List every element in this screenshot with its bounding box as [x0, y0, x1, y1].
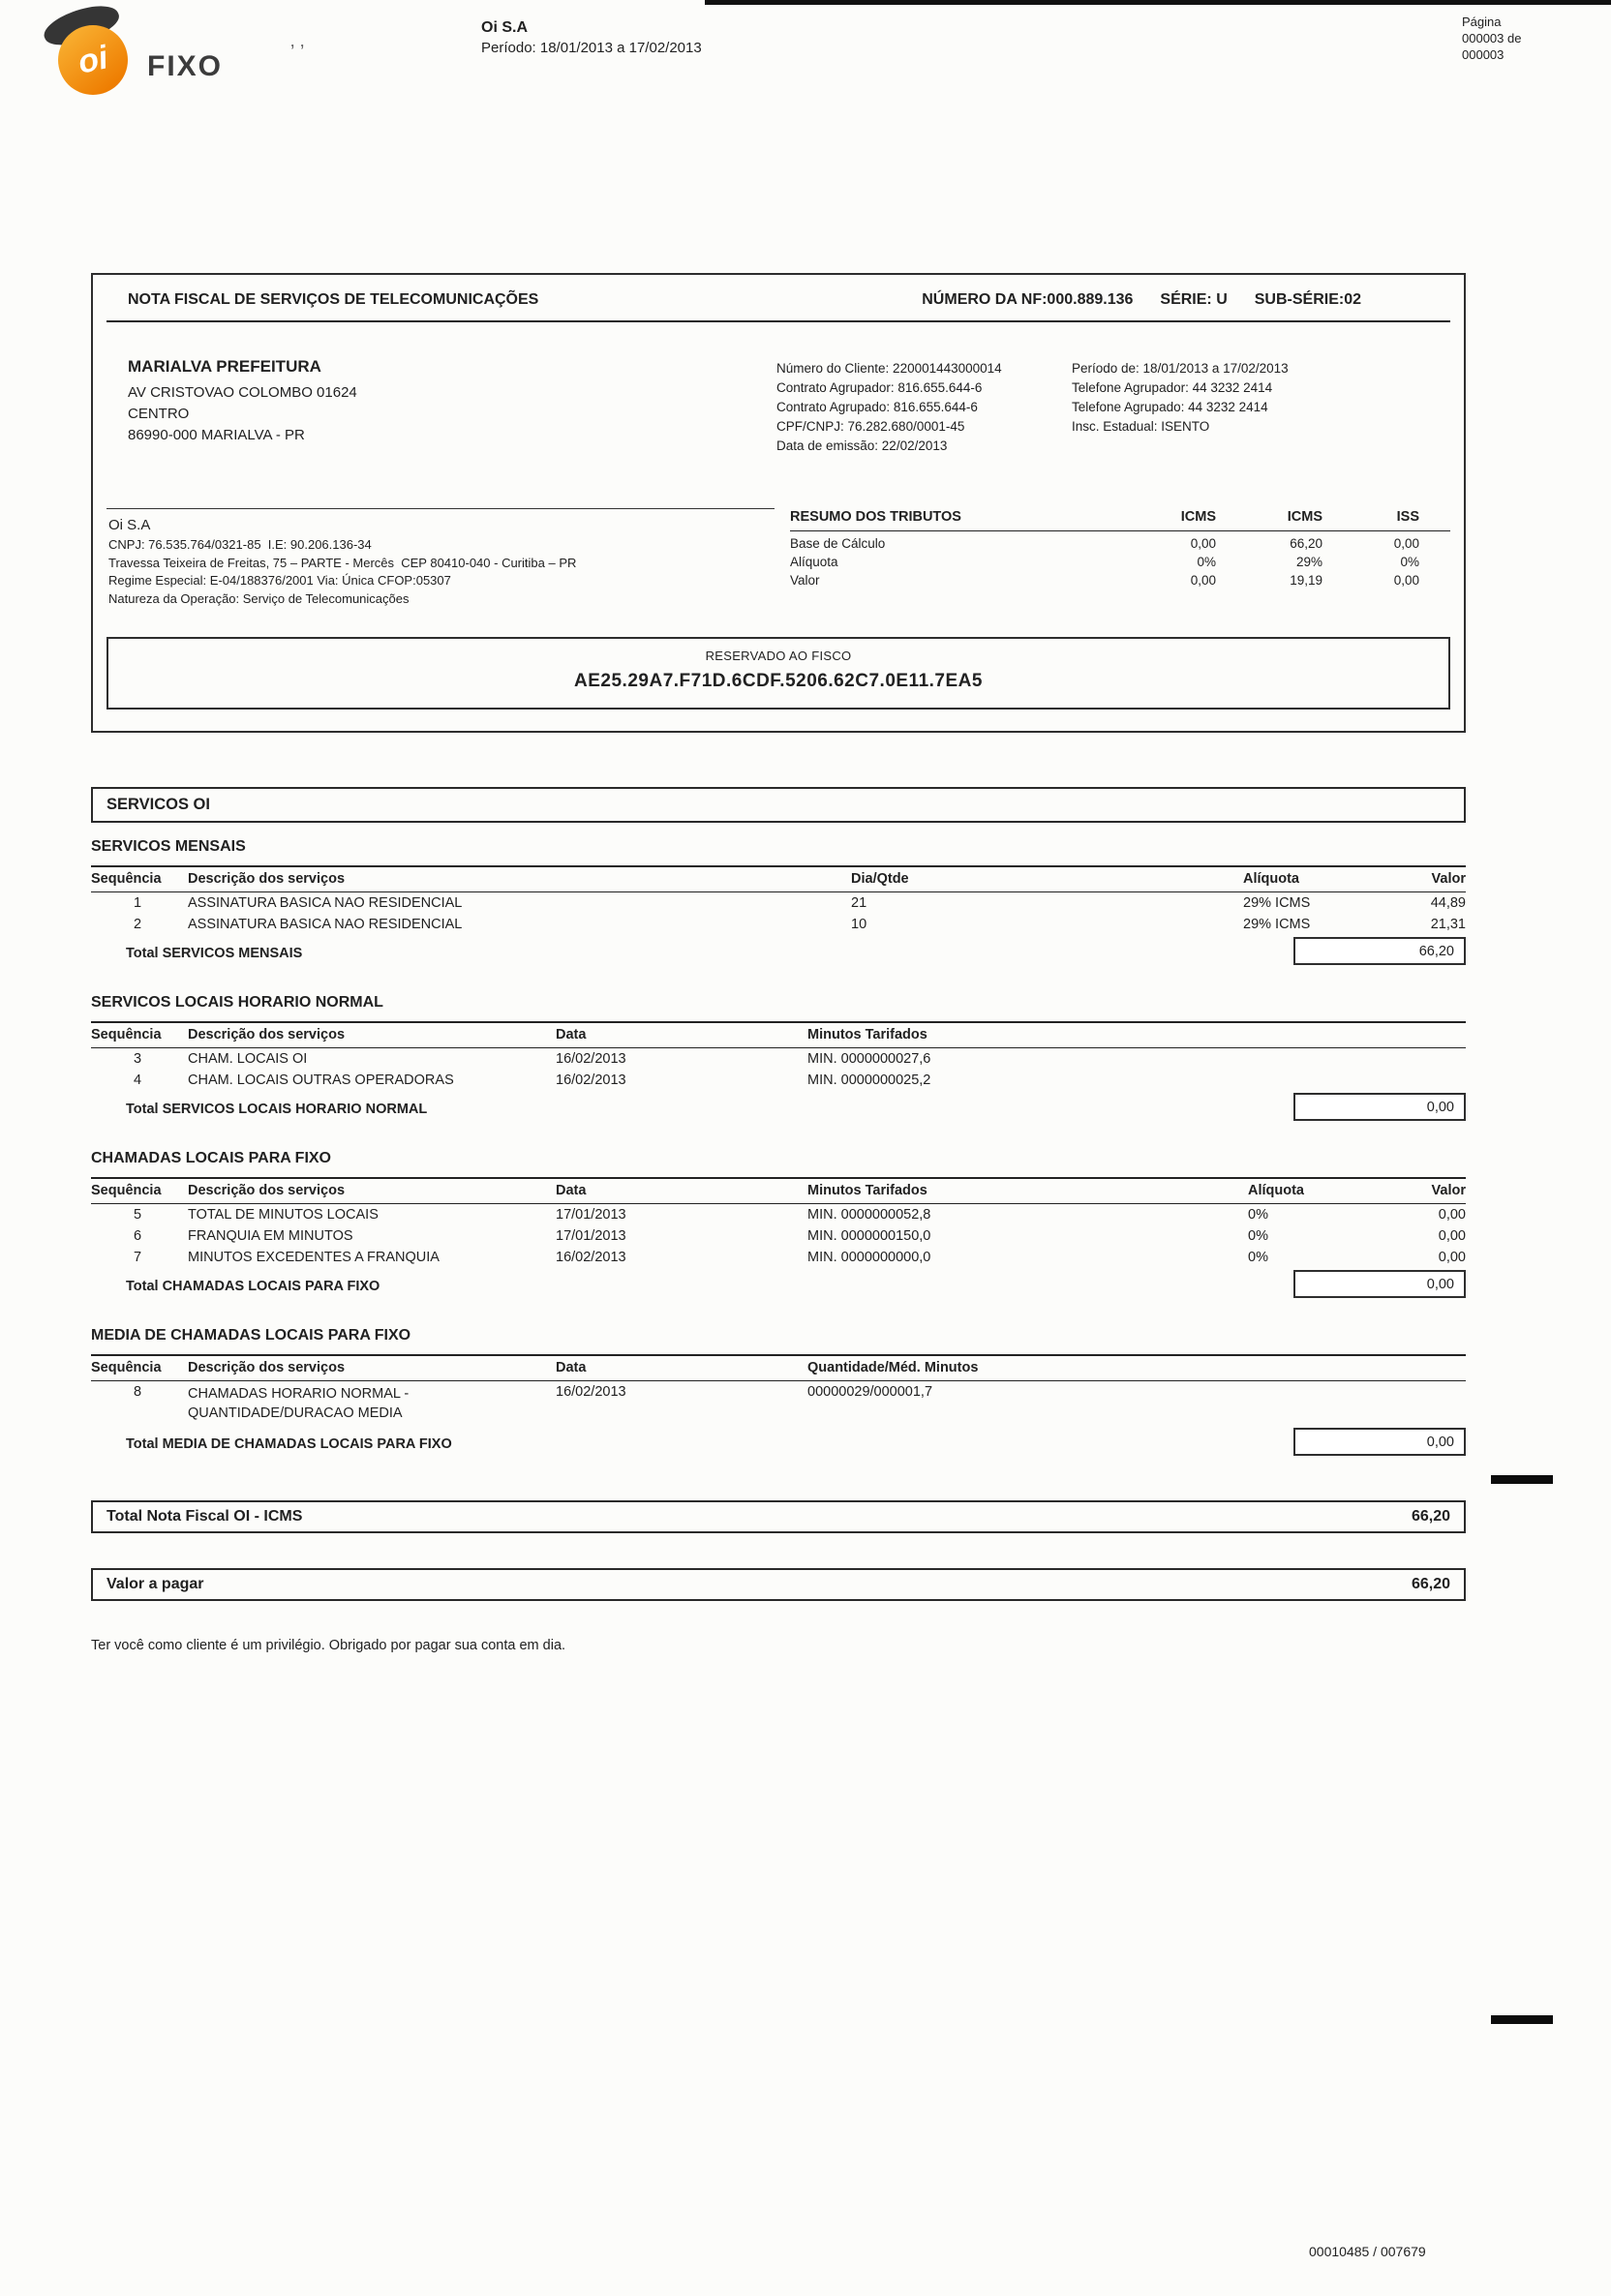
col-aliquota: Alíquota [1243, 871, 1299, 887]
tributos-value: 66,20 [1290, 536, 1322, 551]
issuer-line: CNPJ: 76.535.764/0321-85 I.E: 90.206.136-34 [108, 537, 372, 552]
oi-logo [46, 14, 337, 106]
cell-seq: 6 [134, 1228, 142, 1244]
cell-valor: 0,00 [1438, 1250, 1466, 1265]
tributos-value: 0% [1197, 555, 1216, 569]
section-total-value: 66,20 [1293, 937, 1466, 965]
valor-a-pagar-label: Valor a pagar [106, 1576, 204, 1592]
col-valor: Valor [1431, 871, 1466, 887]
cell-minutos: MIN. 0000000000,0 [807, 1250, 931, 1265]
customer-address-line: AV CRISTOVAO COLOMBO 01624 [128, 384, 357, 401]
section-total [91, 937, 1466, 965]
cell-minutos: MIN. 0000000025,2 [807, 1072, 931, 1088]
cell-desc: CHAM. LOCAIS OI [188, 1051, 308, 1067]
scan-artifact-dash [1491, 1475, 1553, 1484]
tributos-title: RESUMO DOS TRIBUTOS [790, 509, 961, 525]
cell-aliquota: 0% [1248, 1228, 1268, 1244]
cell-seq: 7 [134, 1250, 142, 1265]
cell-quantidade: 00000029/000001,7 [807, 1384, 933, 1400]
tributos-table [790, 508, 1450, 608]
cell-minutos: MIN. 0000000027,6 [807, 1051, 931, 1067]
cell-seq: 8 [134, 1384, 142, 1400]
tributos-value: 0,00 [1393, 573, 1419, 588]
table-row [91, 1225, 1466, 1247]
section-total [91, 1428, 1466, 1456]
detail-line: Data de emissão: 22/02/2013 [776, 438, 948, 453]
issuer-name: Oi S.A [108, 517, 151, 533]
col-descricao: Descrição dos serviços [188, 1183, 346, 1198]
col-data: Data [556, 1360, 587, 1375]
section-total-value: 0,00 [1293, 1428, 1466, 1456]
cell-desc [188, 1384, 556, 1423]
nf-number: NÚMERO DA NF:000.889.136 [922, 291, 1134, 308]
col-sequencia: Sequência [91, 1183, 162, 1198]
document-control-number: 00010485 / 007679 [1309, 2244, 1426, 2259]
nf-serie: SÉRIE: U [1160, 291, 1228, 308]
section-title: SERVICOS LOCAIS HORARIO NORMAL [91, 994, 383, 1011]
tributos-value: 29% [1295, 555, 1322, 569]
issuer-line: Travessa Teixeira de Freitas, 75 – PARTE - Mercês CEP 80410-040 - Curitiba – PR [108, 555, 577, 570]
nf-subserie: SUB-SÉRIE:02 [1254, 291, 1361, 308]
invoice-body [91, 273, 1466, 1668]
cell-desc: TOTAL DE MINUTOS LOCAIS [188, 1207, 379, 1223]
cell-seq: 4 [134, 1072, 142, 1088]
servicos-oi-banner [91, 787, 1466, 823]
nota-fiscal-title: NOTA FISCAL DE SERVIÇOS DE TELECOMUNICAÇÕES [128, 291, 539, 308]
col-minutos: Minutos Tarifados [807, 1183, 927, 1198]
tributos-value: 0,00 [1190, 573, 1216, 588]
table-row [91, 1048, 1466, 1070]
cell-valor: 0,00 [1438, 1207, 1466, 1223]
table-header [91, 865, 1466, 892]
cell-desc: ASSINATURA BASICA NAO RESIDENCIAL [188, 917, 463, 932]
client-details-col1 [776, 359, 1072, 456]
section-total [91, 1093, 1466, 1121]
billing-period: Período: 18/01/2013 a 17/02/2013 [481, 40, 702, 56]
cell-seq: 2 [134, 917, 142, 932]
issuer-block [106, 508, 775, 608]
detail-line: CPF/CNPJ: 76.282.680/0001-45 [776, 419, 965, 434]
cell-qtde: 10 [851, 917, 867, 932]
tributos-row [790, 571, 1450, 589]
customer-address-line: 86990-000 MARIALVA - PR [128, 427, 305, 443]
table-row [91, 892, 1466, 914]
section-servicos-mensais [91, 838, 1466, 965]
detail-line: Telefone Agrupado: 44 3232 2414 [1072, 400, 1268, 414]
fisco-code: AE25.29A7.F71D.6CDF.5206.62C7.0E11.7EA5 [574, 671, 983, 691]
nota-fiscal-header [93, 275, 1464, 320]
tributos-col: ISS [1396, 509, 1419, 525]
tributos-row-label: Alíquota [790, 555, 838, 569]
servicos-oi-title: SERVICOS OI [106, 796, 210, 813]
oi-logo-text: oi [75, 38, 111, 81]
table-header [91, 1021, 1466, 1048]
col-descricao: Descrição dos serviços [188, 1360, 346, 1375]
col-aliquota: Alíquota [1248, 1183, 1304, 1198]
detail-line: Contrato Agrupador: 816.655.644-6 [776, 380, 983, 395]
page-total: 000003 [1462, 47, 1505, 62]
detail-line: Período de: 18/01/2013 a 17/02/2013 [1072, 361, 1289, 376]
cell-data: 17/01/2013 [556, 1228, 626, 1244]
detail-line: Insc. Estadual: ISENTO [1072, 419, 1210, 434]
valor-a-pagar-value: 66,20 [1411, 1576, 1450, 1592]
cell-minutos: MIN. 0000000150,0 [807, 1228, 931, 1244]
section-total-value: 0,00 [1293, 1093, 1466, 1121]
tributos-value: 0,00 [1190, 536, 1216, 551]
col-minutos: Minutos Tarifados [807, 1027, 927, 1042]
customer-address-line: CENTRO [128, 406, 190, 422]
section-total-value: 0,00 [1293, 1270, 1466, 1298]
document-title-block [481, 19, 702, 56]
section-total-label: Total SERVICOS MENSAIS [126, 946, 303, 961]
table-row [91, 914, 1466, 935]
cell-valor: 44,89 [1430, 895, 1466, 911]
cell-desc-line: CHAMADAS HORARIO NORMAL - [188, 1386, 410, 1402]
table-row [91, 1247, 1466, 1268]
total-nota-fiscal-row [91, 1500, 1466, 1533]
cell-data: 16/02/2013 [556, 1384, 626, 1400]
client-details-col2 [1072, 359, 1289, 456]
cell-qtde: 21 [851, 895, 867, 911]
detail-line: Número do Cliente: 220001443000014 [776, 361, 1002, 376]
cell-desc-line: QUANTIDADE/DURACAO MEDIA [188, 1405, 403, 1421]
total-nota-fiscal-label: Total Nota Fiscal OI - ICMS [106, 1508, 303, 1525]
tributos-col: ICMS [1287, 509, 1322, 525]
col-descricao: Descrição dos serviços [188, 1027, 346, 1042]
section-title: MEDIA DE CHAMADAS LOCAIS PARA FIXO [91, 1327, 411, 1344]
cell-aliquota: 29% ICMS [1243, 895, 1311, 911]
issuer-line: Regime Especial: E-04/188376/2001 Via: Única CFOP:05307 [108, 573, 451, 588]
cell-valor: 0,00 [1438, 1228, 1466, 1244]
col-data: Data [556, 1027, 587, 1042]
col-sequencia: Sequência [91, 1360, 162, 1375]
cell-data: 16/02/2013 [556, 1051, 626, 1067]
cell-data: 16/02/2013 [556, 1250, 626, 1265]
detail-line: Telefone Agrupador: 44 3232 2414 [1072, 380, 1273, 395]
customer-name: MARIALVA PREFEITURA [128, 357, 321, 376]
col-sequencia: Sequência [91, 1027, 162, 1042]
tributos-row-label: Valor [790, 573, 820, 588]
table-header [91, 1354, 1466, 1381]
section-chamadas-locais [91, 1150, 1466, 1298]
tributos-value: 19,19 [1290, 573, 1322, 588]
parties-row [93, 322, 1464, 456]
section-media-chamadas [91, 1327, 1466, 1456]
reservado-fisco-box [106, 637, 1450, 710]
scan-speck: ʼ ʼ [290, 43, 305, 64]
cell-valor: 21,31 [1430, 917, 1466, 932]
valor-a-pagar-row [91, 1568, 1466, 1601]
cell-data: 16/02/2013 [556, 1072, 626, 1088]
section-total [91, 1270, 1466, 1298]
tributos-value: 0% [1400, 555, 1419, 569]
table-row [91, 1204, 1466, 1225]
col-quantidade: Quantidade/Méd. Minutos [807, 1360, 979, 1375]
nota-fiscal-number-block [922, 291, 1361, 309]
cell-aliquota: 29% ICMS [1243, 917, 1311, 932]
section-total-label: Total CHAMADAS LOCAIS PARA FIXO [126, 1279, 380, 1294]
section-title: SERVICOS MENSAIS [91, 838, 246, 855]
company-name: Oi S.A [481, 19, 529, 36]
invoice-header [0, 0, 1611, 126]
col-data: Data [556, 1183, 587, 1198]
cell-aliquota: 0% [1248, 1250, 1268, 1265]
cell-desc: MINUTOS EXCEDENTES A FRANQUIA [188, 1250, 440, 1265]
col-descricao: Descrição dos serviços [188, 871, 346, 887]
page-of: 000003 de [1462, 31, 1522, 45]
section-total-label: Total MEDIA DE CHAMADAS LOCAIS PARA FIXO [126, 1436, 452, 1452]
fisco-label: RESERVADO AO FISCO [705, 649, 852, 663]
tributos-row [790, 553, 1450, 571]
issuer-tributos-row [93, 508, 1464, 608]
tributos-header [790, 508, 1450, 531]
cell-desc: ASSINATURA BASICA NAO RESIDENCIAL [188, 895, 463, 911]
detail-line: Contrato Agrupado: 816.655.644-6 [776, 400, 978, 414]
nota-fiscal-box [91, 273, 1466, 733]
col-valor: Valor [1431, 1183, 1466, 1198]
section-total-label: Total SERVICOS LOCAIS HORARIO NORMAL [126, 1102, 428, 1117]
client-details [776, 357, 1289, 456]
cell-seq: 1 [134, 895, 142, 911]
section-title: CHAMADAS LOCAIS PARA FIXO [91, 1150, 331, 1166]
col-dia-qtde: Dia/Qtde [851, 871, 909, 887]
cell-seq: 5 [134, 1207, 142, 1223]
cell-data: 17/01/2013 [556, 1207, 626, 1223]
cell-seq: 3 [134, 1051, 142, 1067]
oi-logo-icon [58, 25, 128, 95]
table-row [91, 1070, 1466, 1091]
table-header [91, 1177, 1466, 1204]
tributos-col: ICMS [1180, 509, 1216, 525]
cell-desc: CHAM. LOCAIS OUTRAS OPERADORAS [188, 1072, 454, 1088]
tributos-row-label: Base de Cálculo [790, 536, 886, 551]
issuer-line: Natureza da Operação: Serviço de Telecomunicações [108, 590, 410, 606]
tributos-row [790, 534, 1450, 553]
cell-minutos: MIN. 0000000052,8 [807, 1207, 931, 1223]
tributos-value: 0,00 [1393, 536, 1419, 551]
table-row [91, 1381, 1466, 1426]
cell-aliquota: 0% [1248, 1207, 1268, 1223]
brand-fixo-label: FIXO [147, 50, 224, 82]
customer-block [128, 357, 776, 456]
thank-you-message: Ter você como cliente é um privilégio. Obrigado por pagar sua conta em dia. [91, 1638, 566, 1653]
col-sequencia: Sequência [91, 871, 162, 887]
total-nota-fiscal-value: 66,20 [1411, 1508, 1450, 1525]
page-label: Página [1462, 15, 1502, 29]
section-servicos-locais [91, 994, 1466, 1121]
page-indicator [1462, 14, 1521, 63]
scan-artifact-dash [1491, 2015, 1553, 2024]
cell-desc: FRANQUIA EM MINUTOS [188, 1228, 353, 1244]
